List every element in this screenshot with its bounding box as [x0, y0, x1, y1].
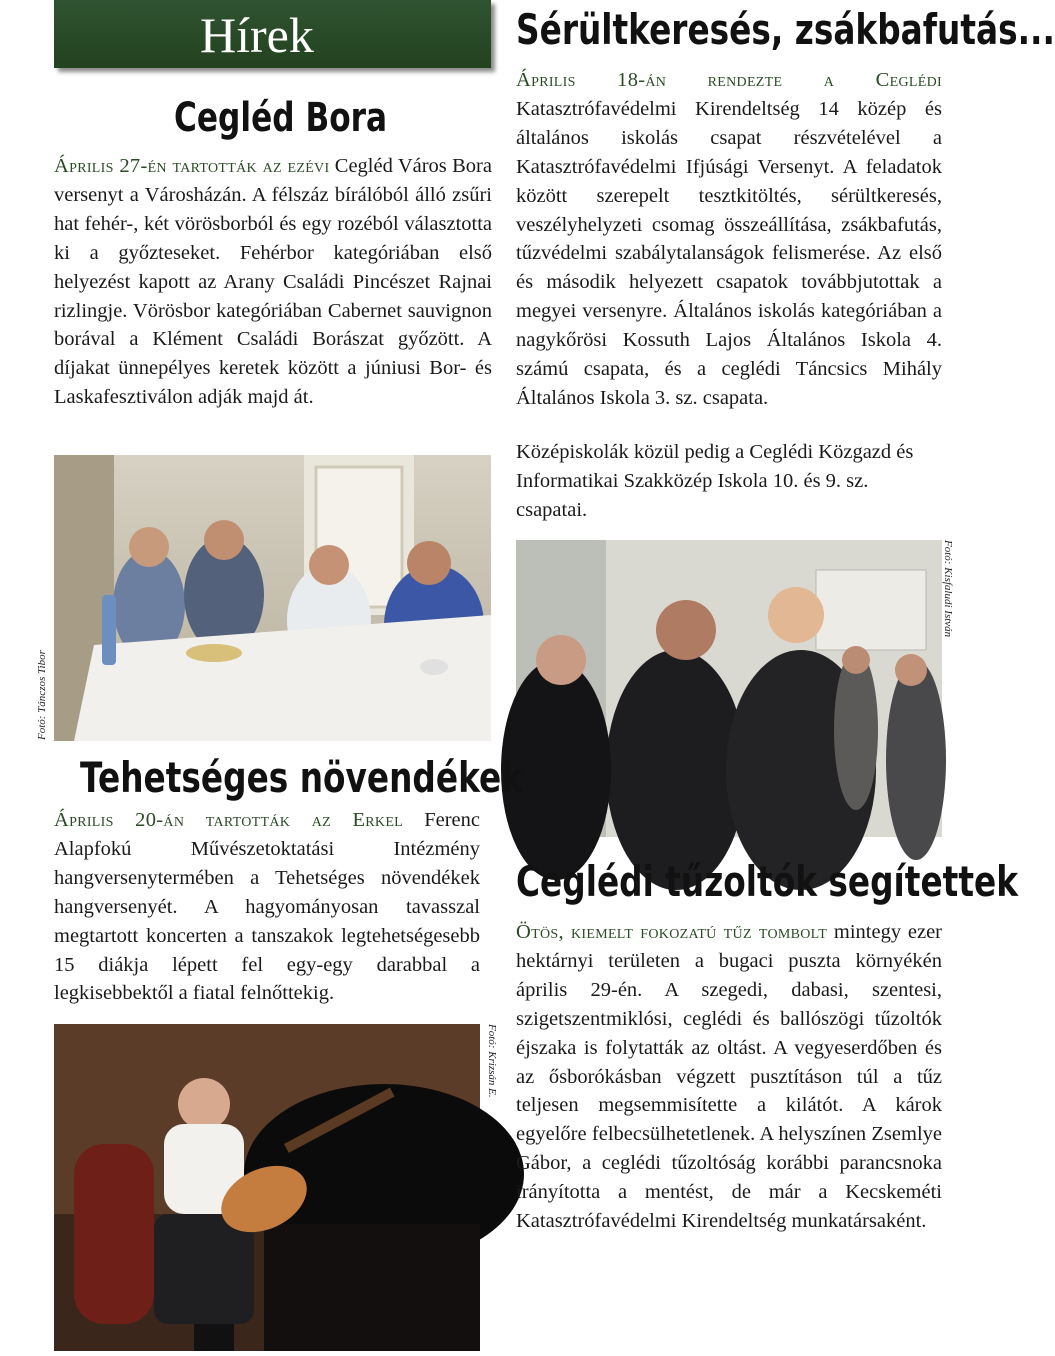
article-title-cegled-bora: Cegléd Bora — [174, 95, 388, 141]
photo-credit-tanczos: Fotó: Tánczos Tibor — [36, 650, 48, 740]
article-text-serultkereses: Katasztrófavédelmi Kirendeltség 14 közép és általános iskolás csapat részvételével a Katasztrófavédelmi Ifjúsági Versenyt. A feladatok között szerepelt tesztkitöltés, sérültkeresés, veszélyhelyzeti csomag összeállítása, zsákbafutás, tűzvédelmi szabálytalanságok felismerése. Az első és második helyezett csapatok továbbjutottak a megyei versenyre. Általános iskolás kategóriában a nagykőrösi Kossuth Lajos Általános Iskola 4. számú csapata, és a ceglédi Táncsics Mihály Általános Iskola 3. sz. csapata. — [516, 97, 942, 409]
article-lead-tehetseges: Április 20-án tartották az Erkel — [54, 809, 404, 831]
article-title-serultkereses: Sérültkeresés, zsákbafutás... — [516, 5, 1055, 54]
article-body-cegled-bora — [54, 152, 492, 412]
article-title-tehetseges: Tehetséges növendékek — [80, 753, 524, 802]
photo-rescue-competition — [516, 540, 942, 837]
article-text-tuzoltok: mintegy ezer hektárnyi területen a bugaci puszta környékén április 29-én. A szegedi, dabasi, szentesi, szigetszentmiklósi, ceglédi és ballószögi tűzoltók éjszaka is folytatták az oltást. A vegyeserdőben és az ősborókásban végzett pusztításon túl a tűz teljesen megsemmisítette a kilátót. A károk egyelőre felbecsülhetetlenek. A helyszínen Zsemlye Gábor, a ceglédi tűzoltóság korábbi parancsnoka irányította a mentést, de már a Kecskeméti Katasztrófavédelmi Kirendeltség munkatársaként. — [516, 921, 942, 1233]
photo-wine-jury — [54, 455, 491, 741]
article-body-tuzoltok — [516, 918, 942, 1236]
article-body2-serultkereses: Középiskolák közül pedig a Ceglédi Közgazd és Informatikai Szakközép Iskola 10. és 9. sz. csapatai. — [516, 441, 914, 521]
article-text-tehetseges: Ferenc Alapfokú Művészetoktatási Intézmény hangversenytermében a Tehetséges növendékek hangversenyét. A hagyományosan tavasszal megtartott koncerten a tanszakok legtehetségesebb 15 diákja lépett fel egy-egy darabbal a legkisebbektől a fiatal felnőttekig. — [54, 809, 480, 1005]
photo-credit-kisfaludi: Fotó: Kisfaludi István — [942, 540, 954, 638]
section-banner — [54, 0, 491, 68]
photo-guitar-student-image — [54, 1024, 480, 1351]
article-body-tehetseges — [54, 806, 480, 1008]
article-text-cegled-bora: Cegléd Város Bora versenyt a Városházán. A félszáz bírálóból álló zsűri hat fehér-, két vörösborból és egy rozéból választotta ki a győzteseket. Fehérbor kategóriában első helyezést kapott az Arany Családi Pincészet Rajnai rizlingje. Vörösbor kategóriában Cabernet sauvignon borával a Klément Családi Borászat győzött. A díjakat ünnepélyes keretek között a júniusi Bor- és Laskafesztiválon adják majd át. — [54, 155, 492, 409]
section-title: Hírek — [200, 7, 314, 63]
article-title-tuzoltok: Ceglédi tűzoltók segítettek — [516, 857, 1018, 906]
photo-guitar-student — [54, 1024, 480, 1351]
photo-wine-jury-image — [54, 455, 491, 741]
photo-rescue-competition-image — [516, 540, 942, 837]
article-lead-cegled-bora: Április 27-én tartották az ezévi — [54, 155, 330, 177]
photo-credit-krizsan: Fotó: Krizsán E. — [486, 1024, 498, 1098]
article-lead-tuzoltok: Ötös, kiemelt fokozatú tűz tombolt — [516, 921, 828, 943]
article-lead-serultkereses: Április 18-án rendezte a Ceglédi — [516, 69, 942, 91]
article-body-serultkereses — [516, 66, 942, 413]
